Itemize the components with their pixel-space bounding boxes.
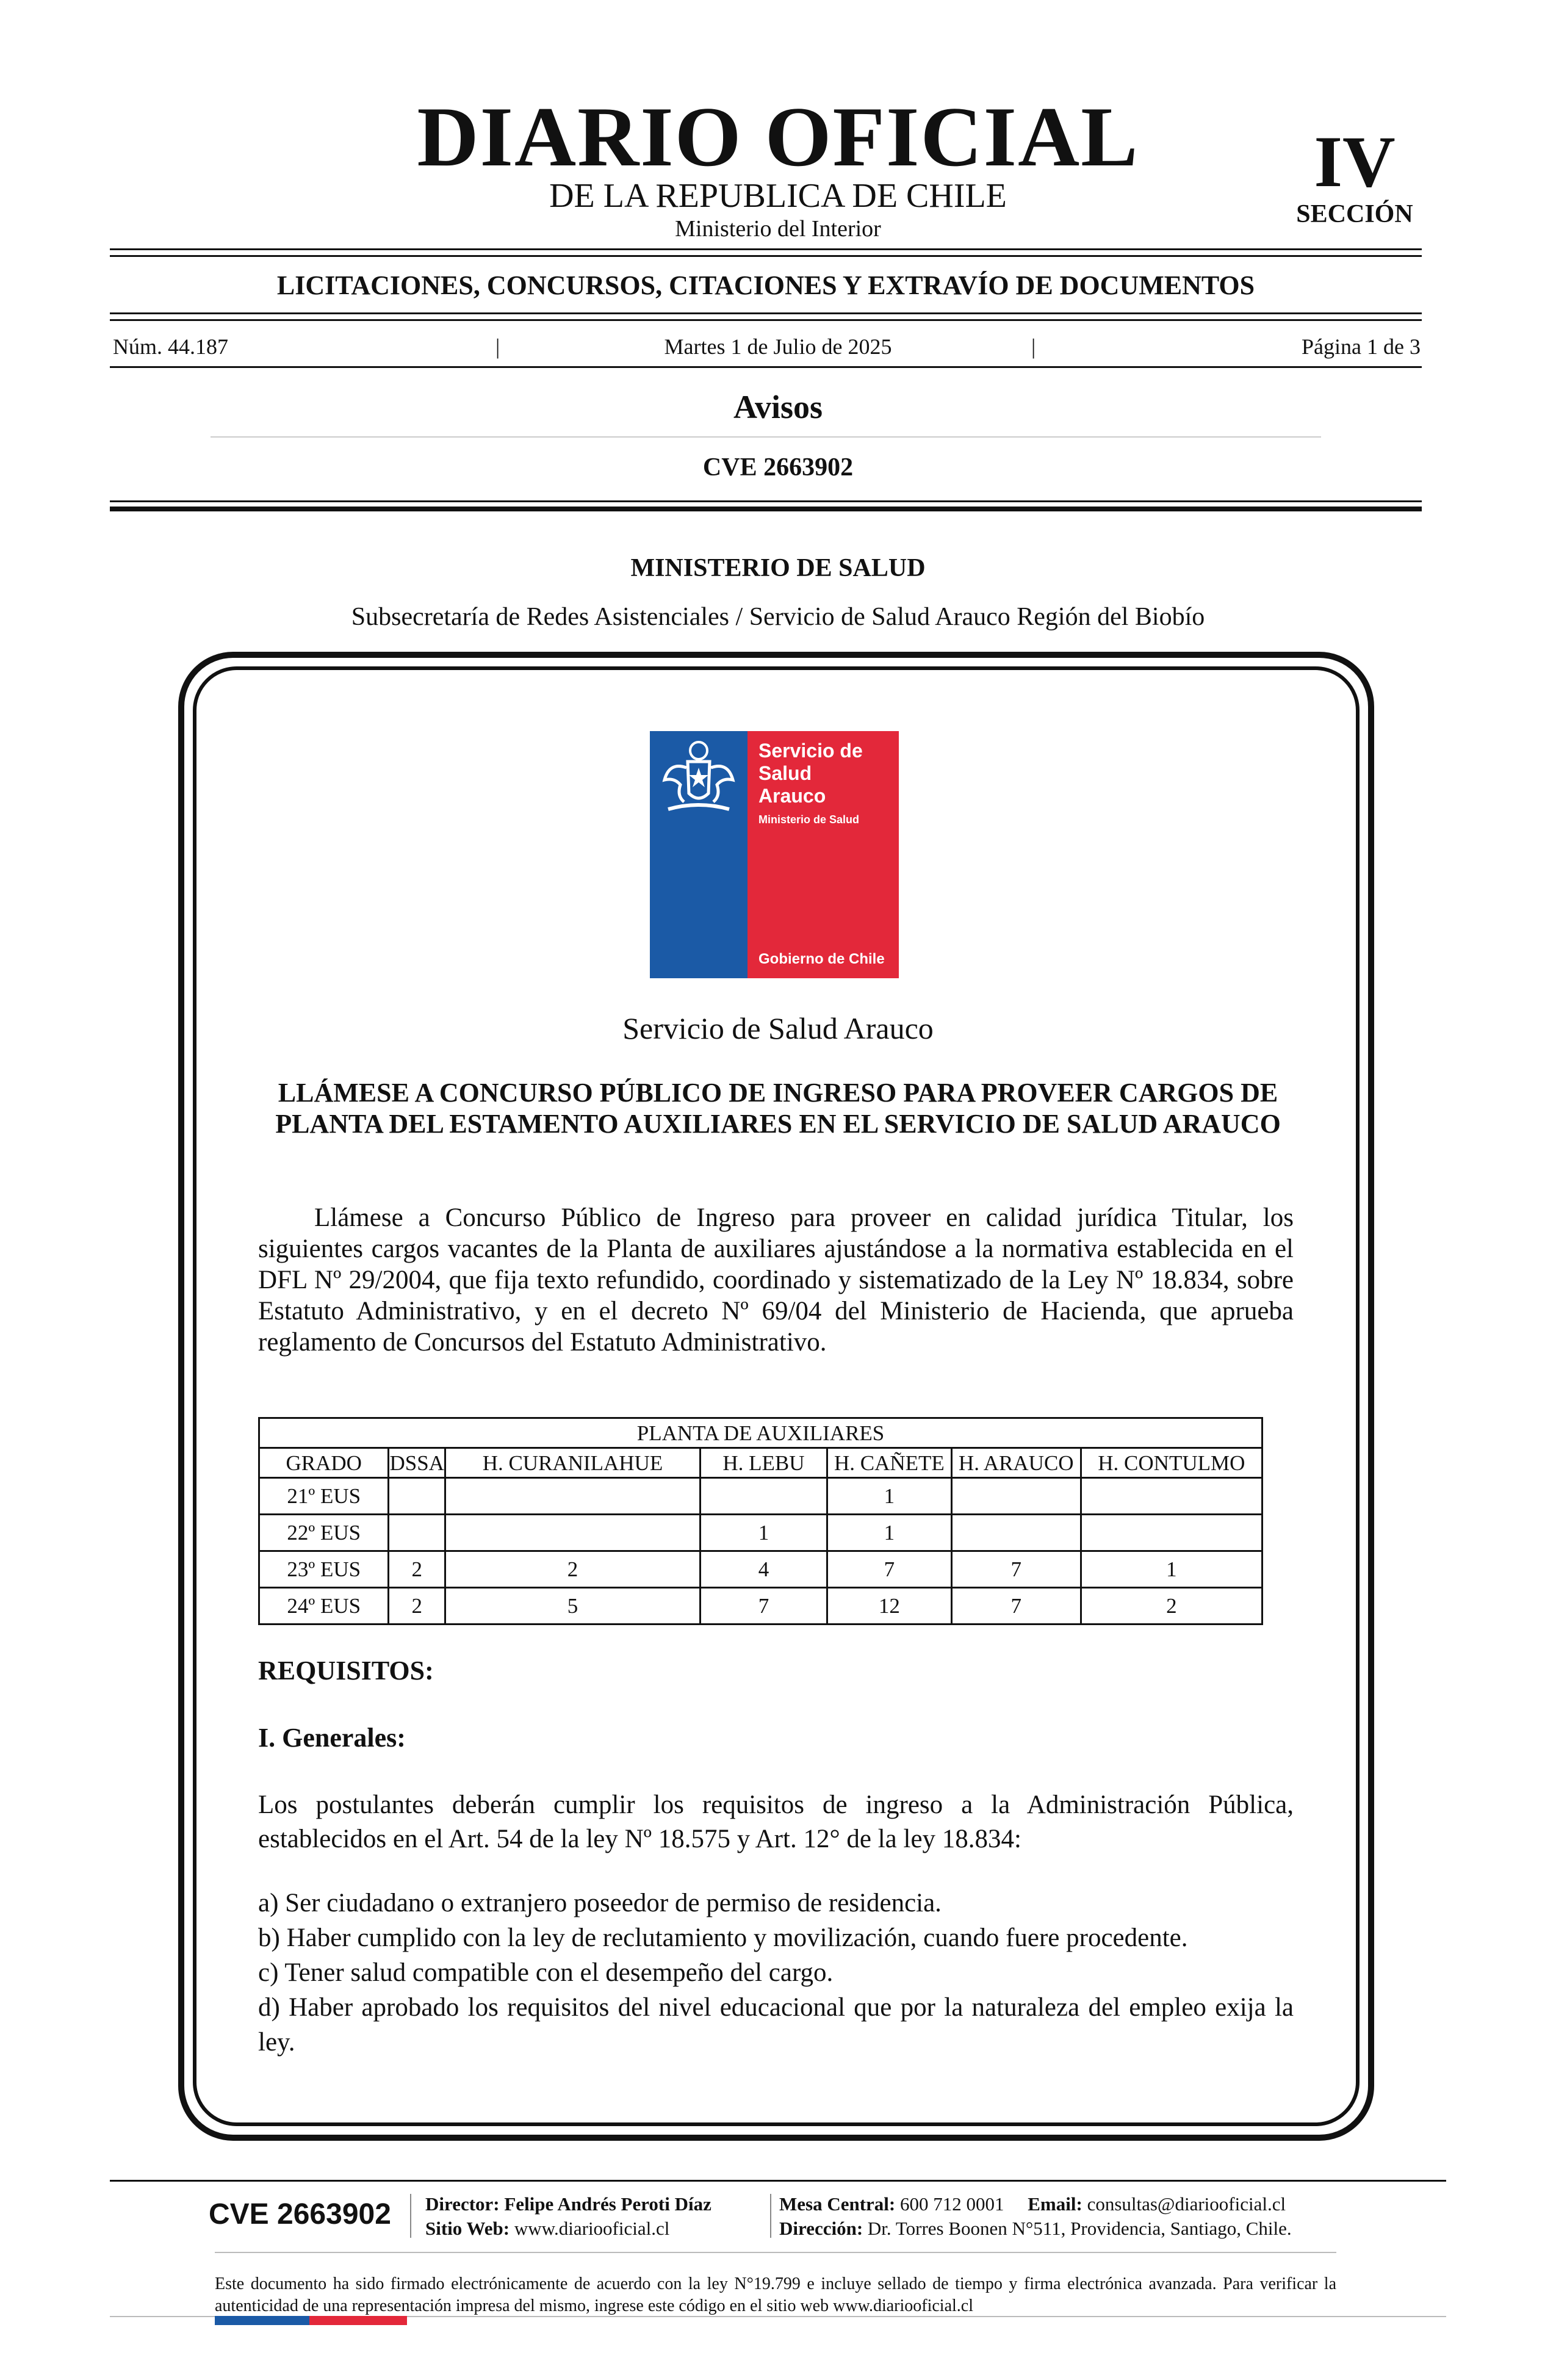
generales-paragraph: Los postulantes deberán cumplir los requisitos de ingreso a la Administración Pública, establecidos en el Art. 54 de la ley Nº 18.575 y Art. 12° de la ley 18.834: (258, 1790, 1294, 1853)
footer-site: Sitio Web: www.diariooficial.cl (425, 2218, 670, 2239)
table-cell: 7 (951, 1588, 1081, 1625)
footer-director: Director: Felipe Andrés Peroti Díaz (425, 2193, 711, 2215)
coat-of-arms-icon (656, 737, 741, 820)
table-cell: 4 (701, 1551, 827, 1588)
table-cell: 1 (827, 1478, 951, 1515)
table-header: DSSA (389, 1448, 445, 1478)
call-heading: LLÁMESE A CONCURSO PÚBLICO DE INGRESO PARA PROVEER CARGOS DE PLANTA DEL ESTAMENTO AUXILIARES EN EL SERVICIO DE SALUD ARAUCO (275, 1078, 1281, 1139)
footer-separator (770, 2194, 771, 2238)
issue-date: Martes 1 de Julio de 2025 (664, 334, 892, 359)
masthead-ministry: Ministerio del Interior (675, 216, 881, 242)
table-header: H. CURANILAHUE (445, 1448, 700, 1478)
staffing-table (258, 1417, 1263, 1625)
logo-government: Gobierno de Chile (758, 951, 885, 967)
table-cell: 1 (1081, 1551, 1262, 1588)
footer-legal: Este documento ha sido firmado electrónicamente de acuerdo con la ley N°19.799 e incluye sellado de tiempo y firma electrónica avanzada. Para verificar la autenticidad de una representación impresa del mismo, ingrese este código en el sitio web www.diariooficial.cl (215, 2274, 1336, 2315)
list-item: b) Haber cumplido con la ley de reclutamiento y movilización, cuando fuere procedente. (258, 1924, 1188, 1952)
divider (110, 366, 1422, 368)
table-cell (701, 1478, 827, 1515)
footer-address: Dirección: Dr. Torres Boonen N°511, Providencia, Santiago, Chile. (779, 2218, 1292, 2239)
issue-number: Núm. 44.187 (113, 334, 228, 359)
table-cell: 23º EUS (259, 1551, 389, 1588)
footer-site-link[interactable]: www.diariooficial.cl (514, 2218, 670, 2239)
section-label: SECCIÓN (1296, 200, 1413, 228)
section-heading: Avisos (733, 389, 823, 425)
table-cell (1081, 1478, 1262, 1515)
subsecretaria: Subsecretaría de Redes Asistenciales / Servicio de Salud Arauco Región del Biobío (351, 603, 1205, 631)
table-cell (1081, 1515, 1262, 1551)
footer-separator (410, 2194, 411, 2238)
divider (110, 248, 1422, 250)
generales-heading: I. Generales: (258, 1723, 406, 1753)
table-cell (951, 1478, 1081, 1515)
service-logo (650, 731, 899, 978)
table-cell: 7 (827, 1551, 951, 1588)
divider (110, 500, 1422, 502)
table-header: GRADO (259, 1448, 389, 1478)
table-cell: 5 (445, 1588, 700, 1625)
intro-paragraph: Llámese a Concurso Público de Ingreso para proveer en calidad jurídica Titular, los siguientes cargos vacantes de la Planta de auxiliares ajustándose a la normativa establecida en el DFL Nº 29/2004, que fija texto refundido, coordinado y sistematizado de la Ley Nº 18.834, sobre Estatuto Administrativo, y en el decreto Nº 69/04 del Ministerio de Hacienda, que aprueba reglamento de Concursos del Estatuto Administrativo. (258, 1203, 1294, 1357)
table-header: H. CONTULMO (1081, 1448, 1262, 1478)
table-header: H. CAÑETE (827, 1448, 951, 1478)
table-header: H. LEBU (701, 1448, 827, 1478)
logo-name-line: Arauco (758, 784, 826, 807)
footer-email-link[interactable]: consultas@diariooficial.cl (1087, 2193, 1286, 2215)
table-cell: 2 (389, 1588, 445, 1625)
info-separator: | (1031, 334, 1036, 359)
table-cell (445, 1478, 700, 1515)
table-cell: 24º EUS (259, 1588, 389, 1625)
footer-contact: Mesa Central: 600 712 0001 Email: consultas@diariooficial.cl (779, 2193, 1286, 2215)
logo-name-line: Salud (758, 762, 812, 784)
divider (110, 312, 1422, 314)
list-item: c) Tener salud compatible con el desempeño del cargo. (258, 1958, 834, 1987)
table-header: H. ARAUCO (951, 1448, 1081, 1478)
table-cell: 2 (389, 1551, 445, 1588)
masthead-title: DIARIO OFICIAL (417, 90, 1139, 184)
table-row (259, 1478, 1262, 1515)
section-number: IV (1314, 121, 1396, 202)
list-item: d) Haber aprobado los requisitos del nivel educacional que por la naturaleza del empleo exija la ley. (258, 1993, 1294, 2057)
divider (110, 255, 1422, 257)
table-cell (389, 1515, 445, 1551)
footer-thin-divider (215, 2252, 1336, 2253)
table-cell (951, 1515, 1081, 1551)
table-cell: 7 (701, 1588, 827, 1625)
divider (110, 319, 1422, 321)
table-row (259, 1515, 1262, 1551)
footer-cve: CVE 2663902 (209, 2198, 391, 2230)
requirements-list (258, 1886, 1294, 2060)
table-caption: PLANTA DE AUXILIARES (259, 1418, 1262, 1448)
table-row (259, 1588, 1262, 1625)
table-cell: 7 (951, 1551, 1081, 1588)
page-number: Página 1 de 3 (1302, 334, 1421, 359)
table-cell: 2 (445, 1551, 700, 1588)
table-cell (445, 1515, 700, 1551)
table-cell: 12 (827, 1588, 951, 1625)
table-cell: 1 (701, 1515, 827, 1551)
logo-name-line: Servicio de (758, 740, 863, 762)
logo-ministry: Ministerio de Salud (758, 813, 860, 826)
table-cell: 2 (1081, 1588, 1262, 1625)
info-separator: | (495, 334, 500, 359)
cve-code: CVE 2663902 (702, 453, 854, 481)
flag-stripe-blue (215, 2316, 309, 2325)
divider (110, 507, 1422, 511)
band-title: LICITACIONES, CONCURSOS, CITACIONES Y EXTRAVÍO DE DOCUMENTOS (276, 270, 1255, 300)
requisitos-heading: REQUISITOS: (258, 1656, 434, 1686)
masthead-subtitle: DE LA REPUBLICA DE CHILE (549, 177, 1007, 215)
table-cell: 1 (827, 1515, 951, 1551)
list-item: a) Ser ciudadano o extranjero poseedor de permiso de residencia. (258, 1889, 942, 1917)
table-row (259, 1551, 1262, 1588)
table-cell: 21º EUS (259, 1478, 389, 1515)
service-name: Servicio de Salud Arauco (622, 1011, 934, 1045)
table-cell: 22º EUS (259, 1515, 389, 1551)
flag-stripe-red (309, 2316, 407, 2325)
ministry-heading: MINISTERIO DE SALUD (630, 554, 926, 582)
table-cell (389, 1478, 445, 1515)
thin-divider (211, 436, 1321, 438)
footer-divider (110, 2180, 1446, 2182)
